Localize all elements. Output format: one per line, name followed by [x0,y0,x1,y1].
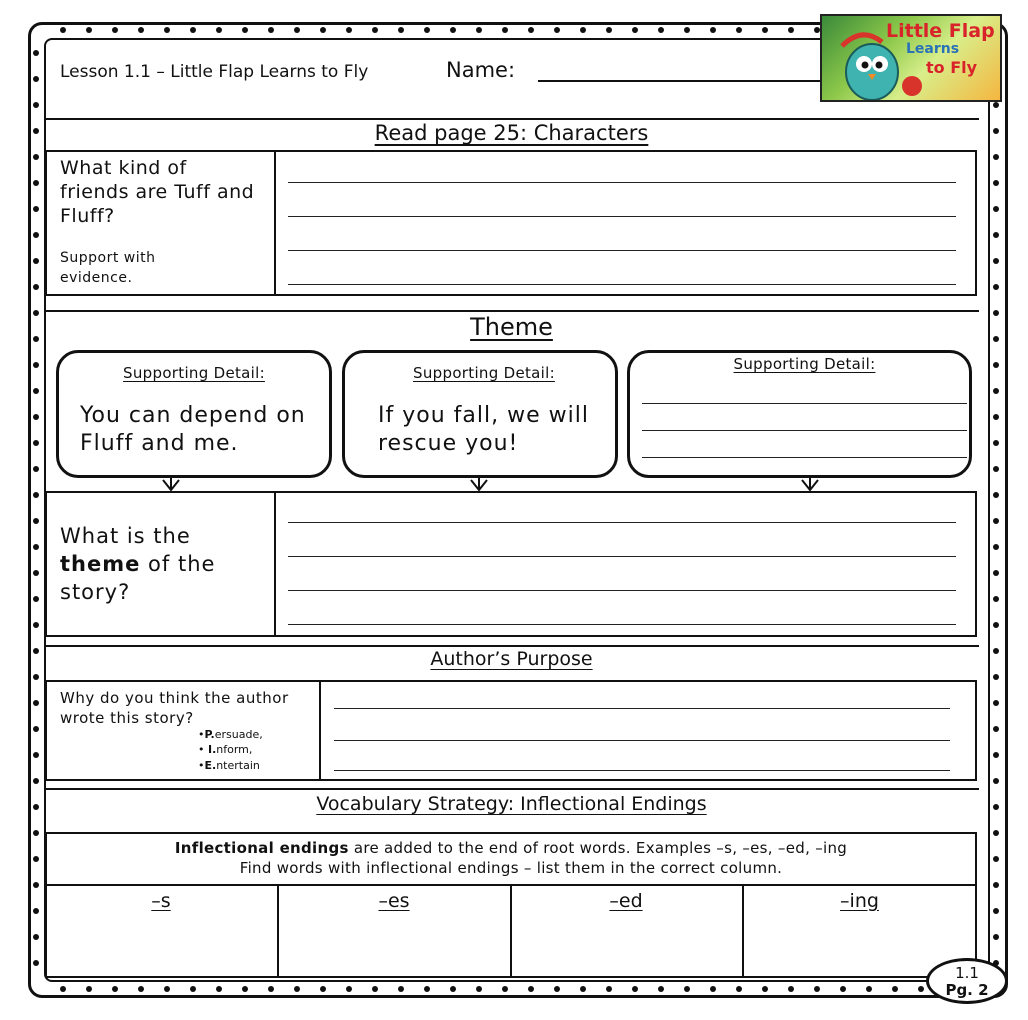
purpose-option-2: • I.nform, [198,743,253,756]
purpose-option-text: nform, [216,743,253,756]
answer-line[interactable] [334,708,950,709]
border-dot [993,596,999,602]
section-divider-3 [44,788,979,790]
border-dot [33,882,39,888]
purpose-option-1: •P.ersuade, [198,728,263,741]
border-dot [502,986,508,992]
border-dot [346,986,352,992]
border-dot [424,986,430,992]
border-dot [450,986,456,992]
border-dot [606,986,612,992]
border-dot [33,934,39,940]
border-dot [632,986,638,992]
characters-question: What kind of friends are Tuff and Fluff? [60,157,255,227]
border-dot [993,726,999,732]
border-dot [33,830,39,836]
answer-line[interactable] [334,740,950,741]
name-label: Name: [446,58,516,82]
answer-line[interactable] [288,624,956,625]
border-dot [138,986,144,992]
border-dot [580,986,586,992]
vocab-intro-rest: are added to the end of root words. Examples –s, –es, –ed, –ing [353,839,848,857]
purpose-option-text: ersuade, [214,728,263,741]
detail-label-2: Supporting Detail: [413,364,555,382]
border-dot [993,700,999,706]
vocab-intro [45,838,977,858]
border-dot [658,986,664,992]
border-dot [33,674,39,680]
border-dot [398,986,404,992]
answer-line[interactable] [288,590,956,591]
border-dot [993,544,999,550]
border-dot [372,986,378,992]
border-dot [993,934,999,940]
detail-label-1: Supporting Detail: [123,364,265,382]
border-dot [33,960,39,966]
border-dot [33,726,39,732]
border-dot [33,856,39,862]
border-dot [788,986,794,992]
column-header-ed: –ed [609,890,643,912]
border-dot [216,986,222,992]
border-dot [840,986,846,992]
border-dot [866,986,872,992]
border-dot [268,986,274,992]
border-dot [814,986,820,992]
purpose-option-3: •E.ntertain [198,759,260,772]
answer-line[interactable] [334,770,950,771]
page-badge-page: Pg. 2 [945,981,989,999]
border-dot [33,570,39,576]
border-dot [60,986,66,992]
border-dot [993,856,999,862]
theme-divider [274,491,276,637]
purpose-option-letter: E. [204,759,217,772]
border-dot [320,986,326,992]
vocab-instruction: Find words with inflectional endings – list them in the correct column. [239,859,783,877]
cover-title-2: Learns [906,41,960,57]
vocab-title: Vocabulary Strategy: Inflectional Endings [316,793,707,815]
border-dot [33,804,39,810]
border-dot [993,674,999,680]
border-dot [993,570,999,576]
border-dot [892,986,898,992]
purpose-question: Why do you think the author wrote this story? [60,689,289,727]
purpose-option-text: ntertain [216,759,260,772]
border-dot [993,752,999,758]
border-dot [33,908,39,914]
cover-title-3: to Fly [926,58,978,77]
cover-title-1: Little Flap [886,20,995,42]
border-dot [33,622,39,628]
characters-support: Support with evidence. [60,250,156,286]
border-dot [33,752,39,758]
vocab-intro-bold: Inflectional endings [174,839,349,857]
theme-question [60,522,260,606]
border-dot [33,596,39,602]
section-divider-2 [44,645,979,647]
column-header-es: –es [378,890,410,912]
column-header-s: –s [151,890,171,912]
border-dot [528,986,534,992]
theme-question-bold: theme [60,552,141,576]
border-dot [554,986,560,992]
border-dot [993,830,999,836]
border-dot [993,882,999,888]
border-dot [33,700,39,706]
border-dot [190,986,196,992]
border-dot [918,986,924,992]
answer-line[interactable] [288,522,956,523]
theme-title: Theme [470,313,553,341]
page-badge [926,958,1008,1004]
detail-label-3: Supporting Detail: [733,355,876,373]
border-dot [33,778,39,784]
border-dot [993,804,999,810]
border-dot [993,778,999,784]
border-dot [736,986,742,992]
theme-question-post: of the story? [60,552,216,604]
border-dot [33,544,39,550]
border-dot [710,986,716,992]
border-dot [242,986,248,992]
border-dot [993,622,999,628]
border-dot [762,986,768,992]
purpose-option-letter: P. [204,728,215,741]
page-badge-lesson: 1.1 [955,964,979,982]
border-dot [164,986,170,992]
border-dot [33,648,39,654]
border-dot [86,986,92,992]
border-dot [112,986,118,992]
purpose-divider [319,680,321,781]
detail-text-2: If you fall, we will rescue you! [378,403,589,456]
column-header-ing: –ing [840,890,879,912]
border-dot [294,986,300,992]
border-dot [993,908,999,914]
detail-text-1: You can depend on Fluff and me. [80,403,306,456]
purpose-title: Author’s Purpose [430,648,593,670]
answer-line[interactable] [288,556,956,557]
purpose-option-letter: I. [208,743,217,756]
border-dot [476,986,482,992]
border-dot [993,648,999,654]
lesson-title: Lesson 1.1 – Little Flap Learns to Fly [60,62,369,82]
border-dot [684,986,690,992]
theme-question-pre: What is the [60,524,191,548]
characters-title: Read page 25: Characters [374,121,649,145]
